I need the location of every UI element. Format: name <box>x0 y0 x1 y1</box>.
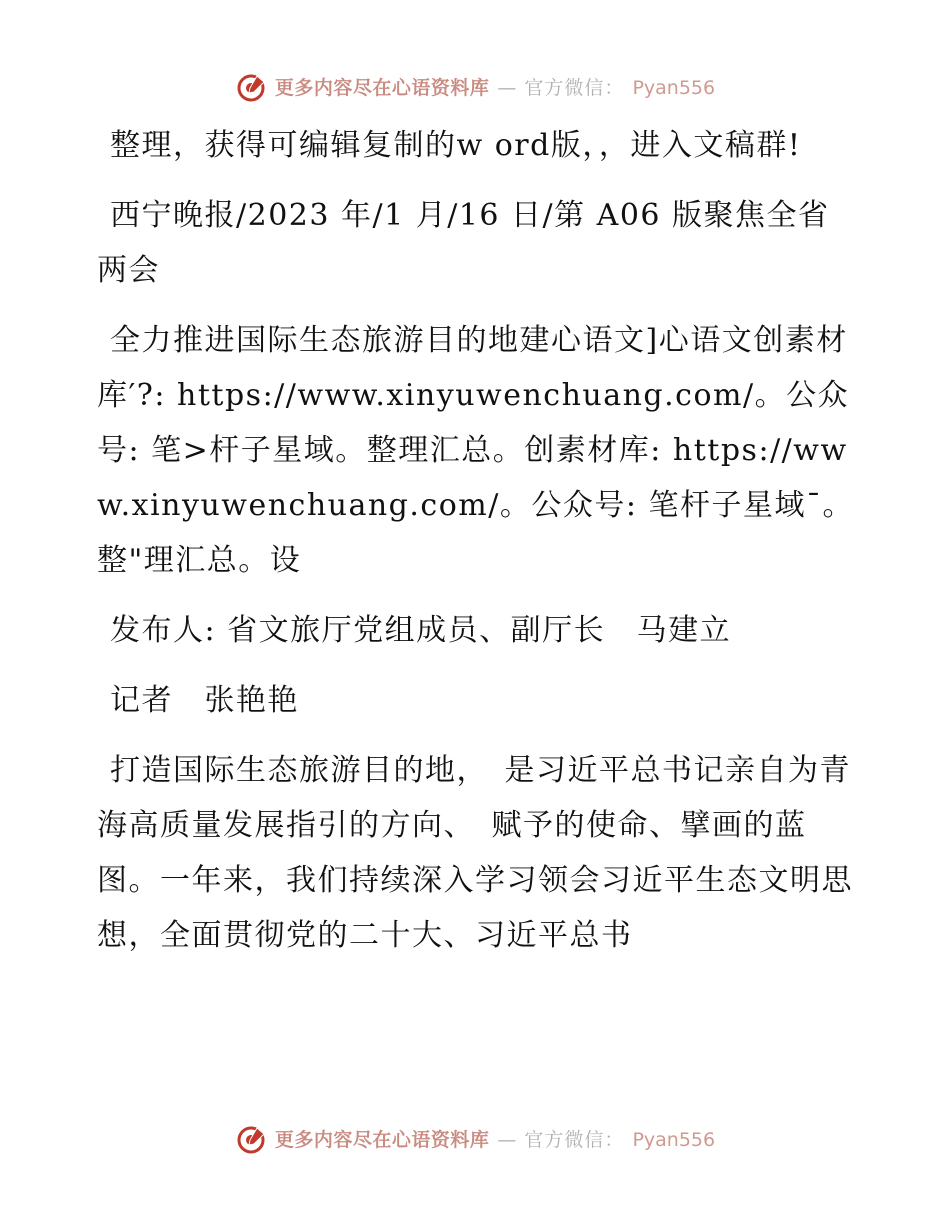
watermark-header <box>0 72 950 104</box>
paragraph-intro: 整理，获得可编辑复制的w ord版，，进入文稿群! <box>110 128 802 163</box>
pen-logo-icon <box>235 1124 267 1156</box>
watermark-label: 官方微信： <box>524 1129 625 1151</box>
watermark-wechat-id: Pyan556 <box>632 1129 716 1151</box>
watermark-wechat-id: Pyan556 <box>632 77 716 99</box>
paragraph-source: 西宁晚报/2023 年/1 月/16 日/第 A06 版聚焦全省两会 <box>97 198 830 288</box>
document-body <box>97 118 857 978</box>
paragraph-reporter: 记者 张艳艳 <box>110 683 299 718</box>
paragraph-body: 打造国际生态旅游目的地， 是习近平总书记亲自为青海高质量发展指引的方向、 赋予的使命、擘画的蓝图。一年来，我们持续深入学习领会习近平生态文明思想，全面贯彻党的二十大、习近平总书 <box>97 753 853 953</box>
watermark-footer <box>0 1124 950 1156</box>
watermark-text: 更多内容尽在心语资料库 <box>274 77 490 99</box>
watermark-dash: — <box>497 77 517 99</box>
paragraph-publisher: 发布人: 省文旅厅党组成员、副厅长 马建立 <box>110 613 732 648</box>
watermark-text: 更多内容尽在心语资料库 <box>274 1129 490 1151</box>
pen-logo-icon <box>235 72 267 104</box>
paragraph-headline: 全力推进国际生态旅游目的地建心语文]心语文创素材库′?: https://www.xinyuwenchuang.com/。公众号: 笔>杆子星域。整理汇总。创素材库: https://www.xinyuwenchuang.com/。公众号: 笔杆子星域¯。整"理汇总。设 <box>97 323 854 578</box>
watermark-dash: — <box>497 1129 517 1151</box>
watermark-label: 官方微信： <box>524 77 625 99</box>
